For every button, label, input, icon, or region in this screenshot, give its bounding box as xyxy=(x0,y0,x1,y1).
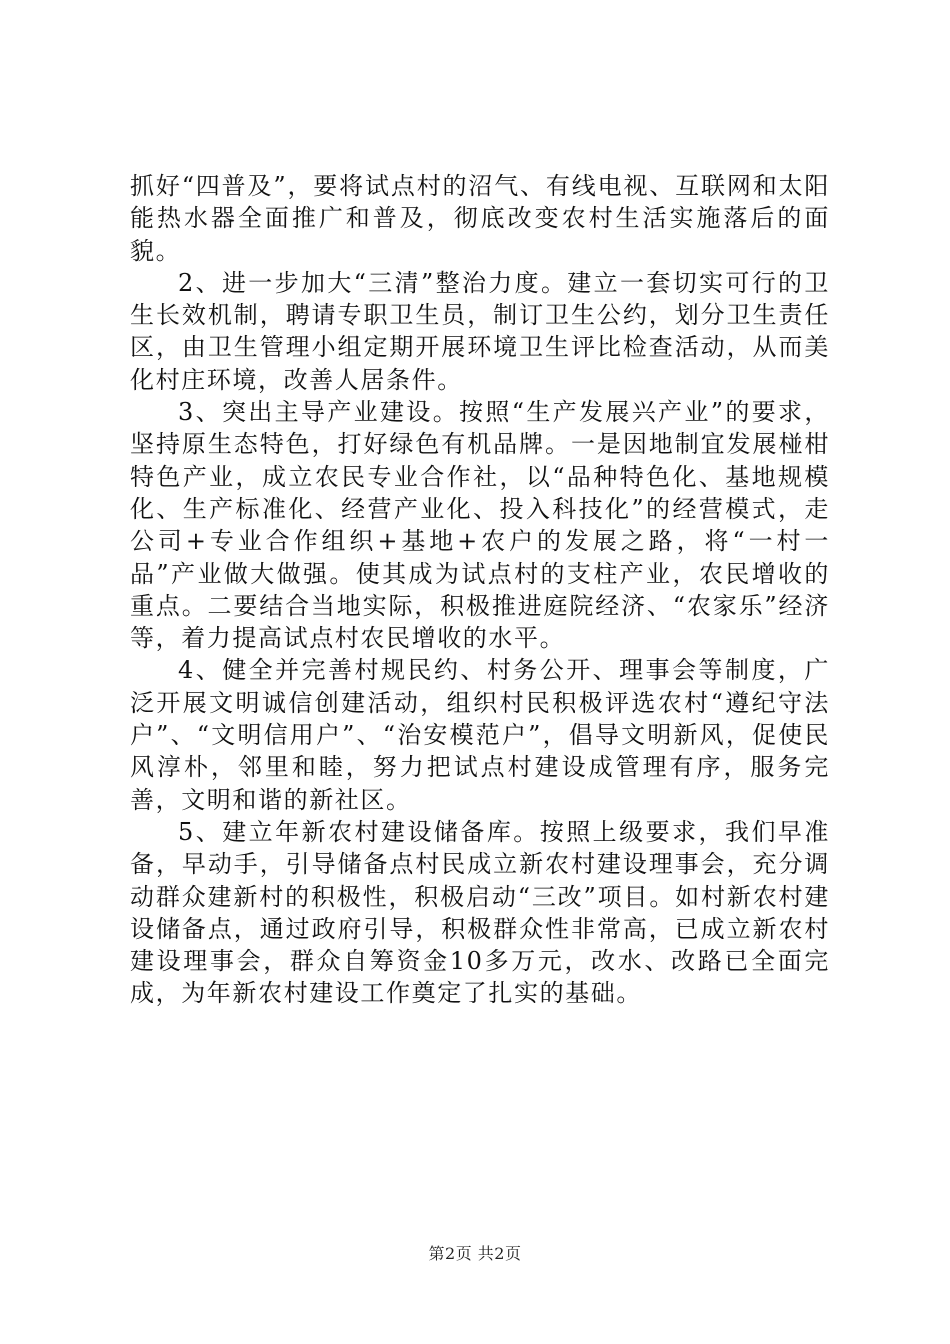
paragraph-item-5: 5、建立年新农村建设储备库。按照上级要求，我们早准备，早动手，引导储备点村民成立新农村建设理事会，充分调动群众建新村的积极性，积极启动“三改”项目。如村新农村建设储备点，通过政府引导，积极群众性非常高，已成立新农村建设理事会，群众自筹资金10多万元，改水、改路已全面完成，为年新农村建设工作奠定了扎实的基础。 xyxy=(130,817,830,1008)
page-number-footer: 第2页 共2页 xyxy=(428,1244,522,1263)
paragraph-item-2: 2、进一步加大“三清”整治力度。建立一套切实可行的卫生长效机制，聘请专职卫生员，制订卫生公约，划分卫生责任区，由卫生管理小组定期开展环境卫生评比检查活动，从而美化村庄环境，改善人居条件。 xyxy=(130,268,830,394)
paragraph-item-4: 4、健全并完善村规民约、村务公开、理事会等制度，广泛开展文明诚信创建活动，组织村民积极评选农村“遵纪守法户”、“文明信用户”、“治安模范户”，倡导文明新风，促使民风淳朴，邻里和睦，努力把试点村建设成管理有序，服务完善，文明和谐的新社区。 xyxy=(130,656,830,814)
paragraph-item-3: 3、突出主导产业建设。按照“生产发展兴产业”的要求，坚持原生态特色，打好绿色有机品牌。一是因地制宜发展椪柑特色产业，成立农民专业合作社，以“品种特色化、基地规模化、生产标准化、经营产业化、投入科技化”的经营模式，走公司+专业合作组织+基地+农户的发展之路，将“一村一品”产业做大做强。使其成为试点村的支柱产业，农民增收的重点。二要结合当地实际，积极推进庭院经济、“农家乐”经济等，着力提高试点村农民增收的水平。 xyxy=(130,398,830,653)
document-body xyxy=(130,170,830,1010)
paragraph-continuation: 抓好“四普及”，要将试点村的沼气、有线电视、互联网和太阳能热水器全面推广和普及，彻底改变农村生活实施落后的面貌。 xyxy=(130,172,830,265)
